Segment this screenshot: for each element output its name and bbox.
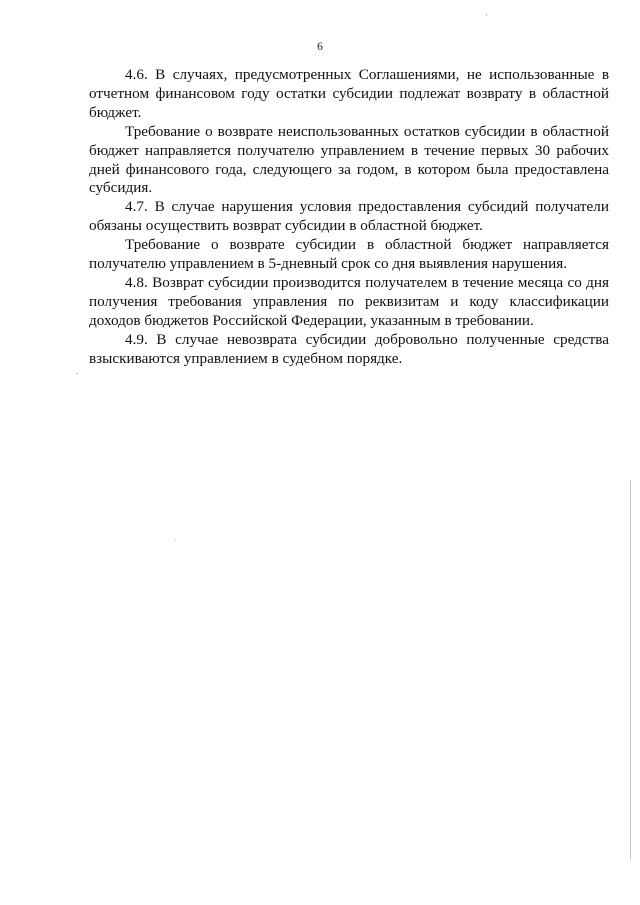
scan-edge-line [630,480,631,860]
paragraph-4-6-requirement: Требование о возврате неиспользованных остатков субсидии в областной бюджет направляется получателю управлением в течение первых 30 рабочих дней финансового года, следующего за годом, в котором была предоставлена субсидия. [89,122,609,197]
paragraph-4-7-requirement: Требование о возврате субсидии в областной бюджет направляется получателю управлением в 5-дневный срок со дня выявления нарушения. [89,236,609,273]
page-number: 6 [317,41,323,53]
scan-speck [486,14,487,16]
scan-speck [175,540,176,541]
document-body [89,66,609,369]
paragraph-4-9: 4.9. В случае невозврата субсидии добровольно полученные средства взыскиваются управлением в судебном порядке. [89,330,609,367]
paragraph-4-8: 4.8. Возврат субсидии производится получателем в течение месяца со дня получения требования управления по реквизитам и коду классификации доходов бюджетов Российской Федерации, указанным в требовании. [89,273,609,329]
paragraph-4-7: 4.7. В случае нарушения условия предоставления субсидий получатели обязаны осуществить возврат субсидии в областной бюджет. [89,198,609,235]
paragraph-4-6: 4.6. В случаях, предусмотренных Соглашениями, не использованные в отчетном финансовом году остатки субсидии подлежат возврату в областной бюджет. [89,66,609,121]
scan-speck [76,373,78,374]
